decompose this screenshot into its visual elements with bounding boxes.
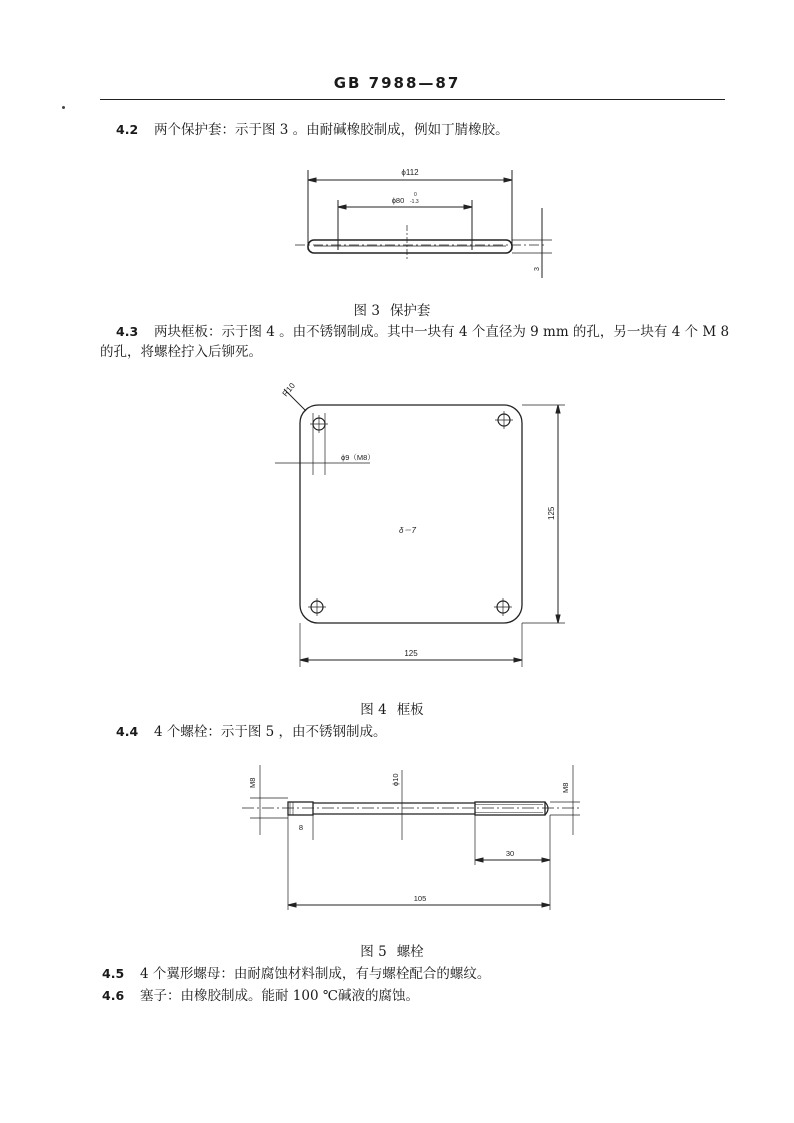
section-number: 4.4 (116, 724, 139, 739)
section-number: 4.5 (102, 966, 125, 981)
caption-title: 螺栓 (396, 944, 424, 960)
section-text: 塞子：由橡胶制成。能耐 100 ℃碱液的腐蚀。 (140, 988, 419, 1004)
fig4-width-value: 125 (404, 649, 418, 658)
fig3-tol-lower: -1.3 (410, 199, 419, 205)
section-4-6 (102, 984, 419, 1004)
caption-title: 保护套 (389, 303, 431, 319)
section-4-3-continued (100, 340, 262, 360)
section-text: 两块框板：示于图 4 。由不锈钢制成。其中一块有 4 个直径为 9 mm 的孔，另一块有 4 个 M 8 (154, 324, 730, 340)
fig4-arrow (556, 615, 560, 623)
figure-3-protective-sleeve (290, 160, 560, 280)
section-4-3 (116, 320, 729, 340)
figure-4-frame-plate (270, 375, 580, 675)
fig5-thread-length: 30 (505, 849, 515, 858)
section-text: 的孔，将螺栓拧入后铆死。 (100, 344, 262, 360)
fig4-corner-radius: R10 (280, 381, 297, 399)
fig3-arrow (308, 178, 316, 182)
fig5-shank-diameter: ϕ10 (391, 773, 400, 786)
fig3-tol-upper: 0 (414, 192, 417, 198)
section-number: 4.2 (116, 122, 139, 137)
scan-speck (62, 106, 65, 109)
fig5-thread (475, 802, 545, 815)
fig4-plate-outline (300, 405, 522, 623)
section-number: 4.6 (102, 988, 125, 1003)
caption-number: 图 5 (360, 944, 387, 960)
fig4-arrow (514, 658, 522, 662)
section-text: 两个保护套：示于图 3 。由耐碱橡胶制成，例如丁腈橡胶。 (154, 122, 509, 138)
section-text: 4 个翼形螺母：由耐腐蚀材料制成，有与螺栓配合的螺纹。 (140, 966, 491, 982)
caption-number: 图 4 (360, 702, 387, 718)
fig3-inner-diameter: ϕ80 (391, 196, 405, 205)
fig3-outer-diameter: ϕ112 (401, 168, 419, 177)
fig3-arrow (504, 178, 512, 182)
section-4-5 (102, 962, 490, 982)
fig5-head-length: 8 (298, 823, 304, 832)
fig5-total-length: 105 (413, 894, 427, 903)
standard-code-header: GB 7988—87 (333, 74, 461, 92)
fig5-head (288, 802, 313, 815)
fig4-height-value: 125 (547, 506, 556, 520)
caption-title: 框板 (396, 702, 424, 718)
fig4-arrow (556, 405, 560, 413)
fig4-hole-diameter: ϕ9（M8） (341, 453, 375, 462)
fig5-left-thread: M8 (248, 777, 257, 788)
figure-4-caption (0, 698, 794, 718)
fig4-plate-thickness: δ＝7 (399, 526, 416, 535)
fig5-right-thread: M8 (561, 782, 570, 793)
fig4-arrow (300, 658, 308, 662)
section-4-2 (116, 118, 509, 138)
caption-number: 图 3 (353, 303, 380, 319)
fig3-thickness: 3 (534, 267, 541, 271)
figure-5-bolt (240, 760, 585, 915)
figure-5-caption (0, 940, 794, 960)
figure-3-caption (0, 299, 794, 319)
section-4-4 (116, 720, 387, 740)
fig3-arrow (338, 205, 346, 209)
section-number: 4.3 (116, 324, 139, 339)
section-text: 4 个螺栓：示于图 5 ，由不锈钢制成。 (154, 724, 387, 740)
fig3-arrow (464, 205, 472, 209)
header-rule (100, 99, 725, 100)
fig3-sleeve-body (308, 240, 512, 253)
